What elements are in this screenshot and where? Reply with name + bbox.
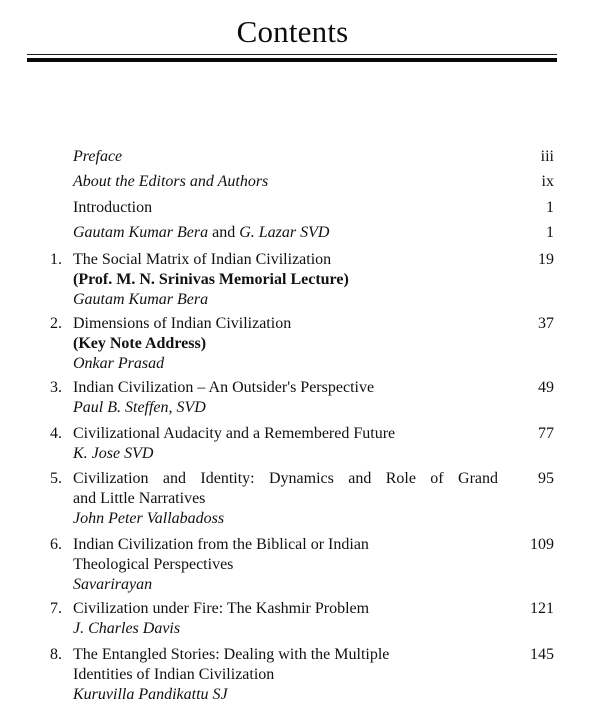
page-number: 19 (538, 251, 554, 268)
chapter-author: Paul B. Steffen, SVD (73, 399, 206, 416)
chapter-author: Savarirayan (73, 576, 153, 593)
page-number: ix (541, 173, 554, 190)
page-number: 1 (546, 224, 554, 241)
entry-label: Introduction (73, 199, 153, 216)
chapter-subtitle: (Prof. M. N. Srinivas Memorial Lecture) (73, 271, 349, 288)
author-name: Gautam Kumar Bera (73, 224, 209, 241)
chapter-number: 6. (50, 536, 62, 553)
chapter-title: Civilization and Identity: Dynamics and Role of Grand (73, 470, 498, 487)
page-number: 1 (546, 199, 554, 216)
page-number: 49 (538, 379, 554, 396)
chapter-number: 1. (50, 251, 62, 268)
page-number: 109 (530, 536, 554, 553)
page-number: 145 (530, 646, 554, 663)
chapter-number: 4. (50, 425, 62, 442)
title-rule-thick (27, 58, 557, 62)
chapter-author: Onkar Prasad (73, 355, 165, 372)
chapter-author: Gautam Kumar Bera (73, 291, 209, 308)
chapter-author: K. Jose SVD (73, 445, 154, 462)
chapter-number: 7. (50, 600, 62, 617)
chapter-title: Indian Civilization – An Outsider's Perspective (73, 379, 375, 396)
chapter-title-continued: Identities of Indian Civilization (73, 666, 275, 683)
chapter-title: Civilizational Audacity and a Remembered Future (73, 425, 396, 442)
chapter-number: 3. (50, 379, 62, 396)
page-number: 95 (538, 470, 554, 487)
page-number: iii (540, 148, 554, 165)
chapter-author: John Peter Vallabadoss (73, 510, 225, 527)
title-rule-thin (27, 54, 557, 55)
page-number: 121 (530, 600, 554, 617)
author-name: G. Lazar SVD (239, 224, 330, 241)
chapter-title: Dimensions of Indian Civilization (73, 315, 292, 332)
entry-label: About the Editors and Authors (73, 173, 269, 190)
chapter-number: 8. (50, 646, 62, 663)
chapter-title: Civilization under Fire: The Kashmir Problem (73, 600, 370, 617)
chapter-title: The Social Matrix of Indian Civilization (73, 251, 332, 268)
entry-label: Preface (73, 148, 123, 165)
page-title: Contents (236, 14, 349, 49)
chapter-subtitle: (Key Note Address) (73, 335, 207, 352)
chapter-number: 2. (50, 315, 62, 332)
chapter-author: J. Charles Davis (73, 620, 181, 637)
page-number: 77 (538, 425, 554, 442)
chapter-title: The Entangled Stories: Dealing with the Multiple (73, 646, 390, 663)
chapter-title: Indian Civilization from the Biblical or Indian (73, 536, 369, 553)
chapter-title-continued: Theological Perspectives (73, 556, 234, 573)
chapter-author: Kuruvilla Pandikattu SJ (73, 686, 228, 703)
chapter-title-continued: and Little Narratives (73, 490, 206, 507)
author-connector: and (208, 224, 240, 241)
chapter-number: 5. (50, 470, 62, 487)
page-number: 37 (538, 315, 554, 332)
